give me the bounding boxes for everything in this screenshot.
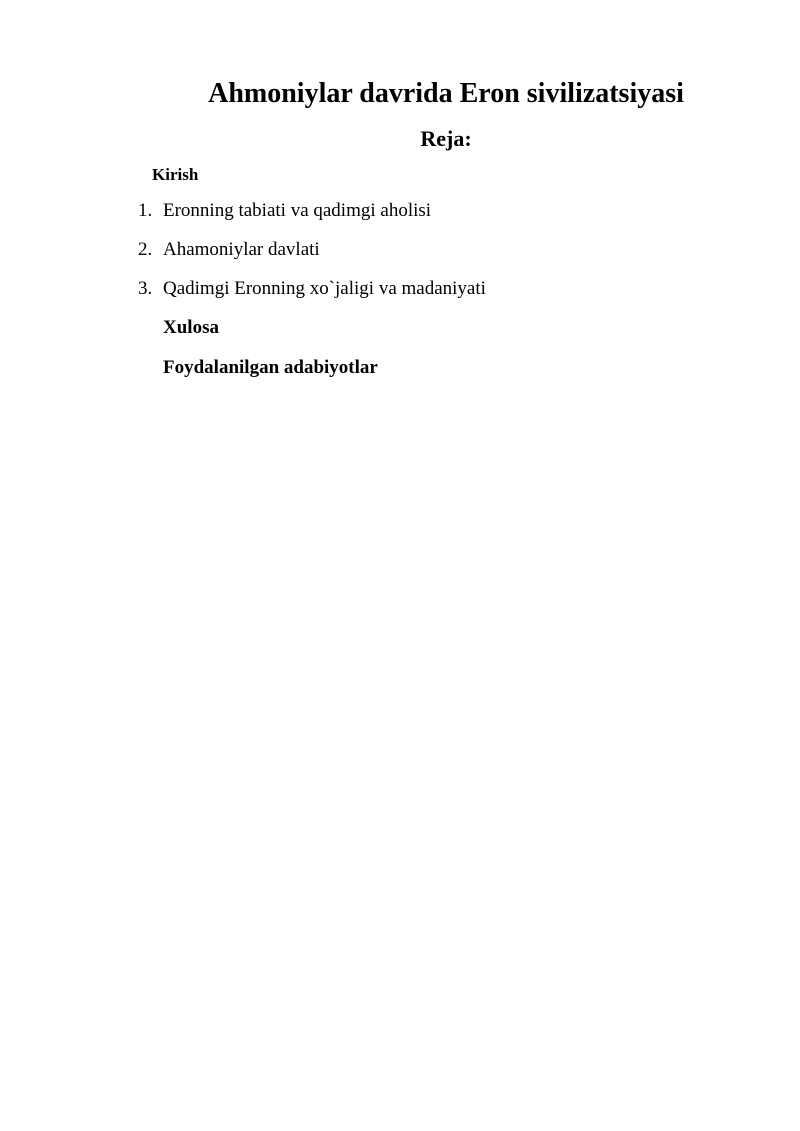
plan-item-number: 2. — [138, 239, 153, 260]
plan-item-number: 1. — [138, 200, 153, 221]
conclusion-heading: Xulosa — [163, 317, 219, 338]
plan-item-text: Eronning tabiati va qadimgi aholisi — [163, 200, 432, 221]
plan-item-text: Qadimgi Eronning xo`jaligi va madaniyati — [163, 278, 486, 299]
document-title: Ahmoniylar davrida Eron sivilizatsiyasi — [208, 78, 684, 109]
plan-item-text: Ahamoniylar davlati — [163, 239, 320, 260]
intro-heading: Kirish — [152, 165, 199, 184]
plan-heading: Reja: — [420, 126, 472, 151]
references-heading: Foydalanilgan adabiyotlar — [163, 357, 378, 378]
plan-item-number: 3. — [138, 278, 153, 299]
